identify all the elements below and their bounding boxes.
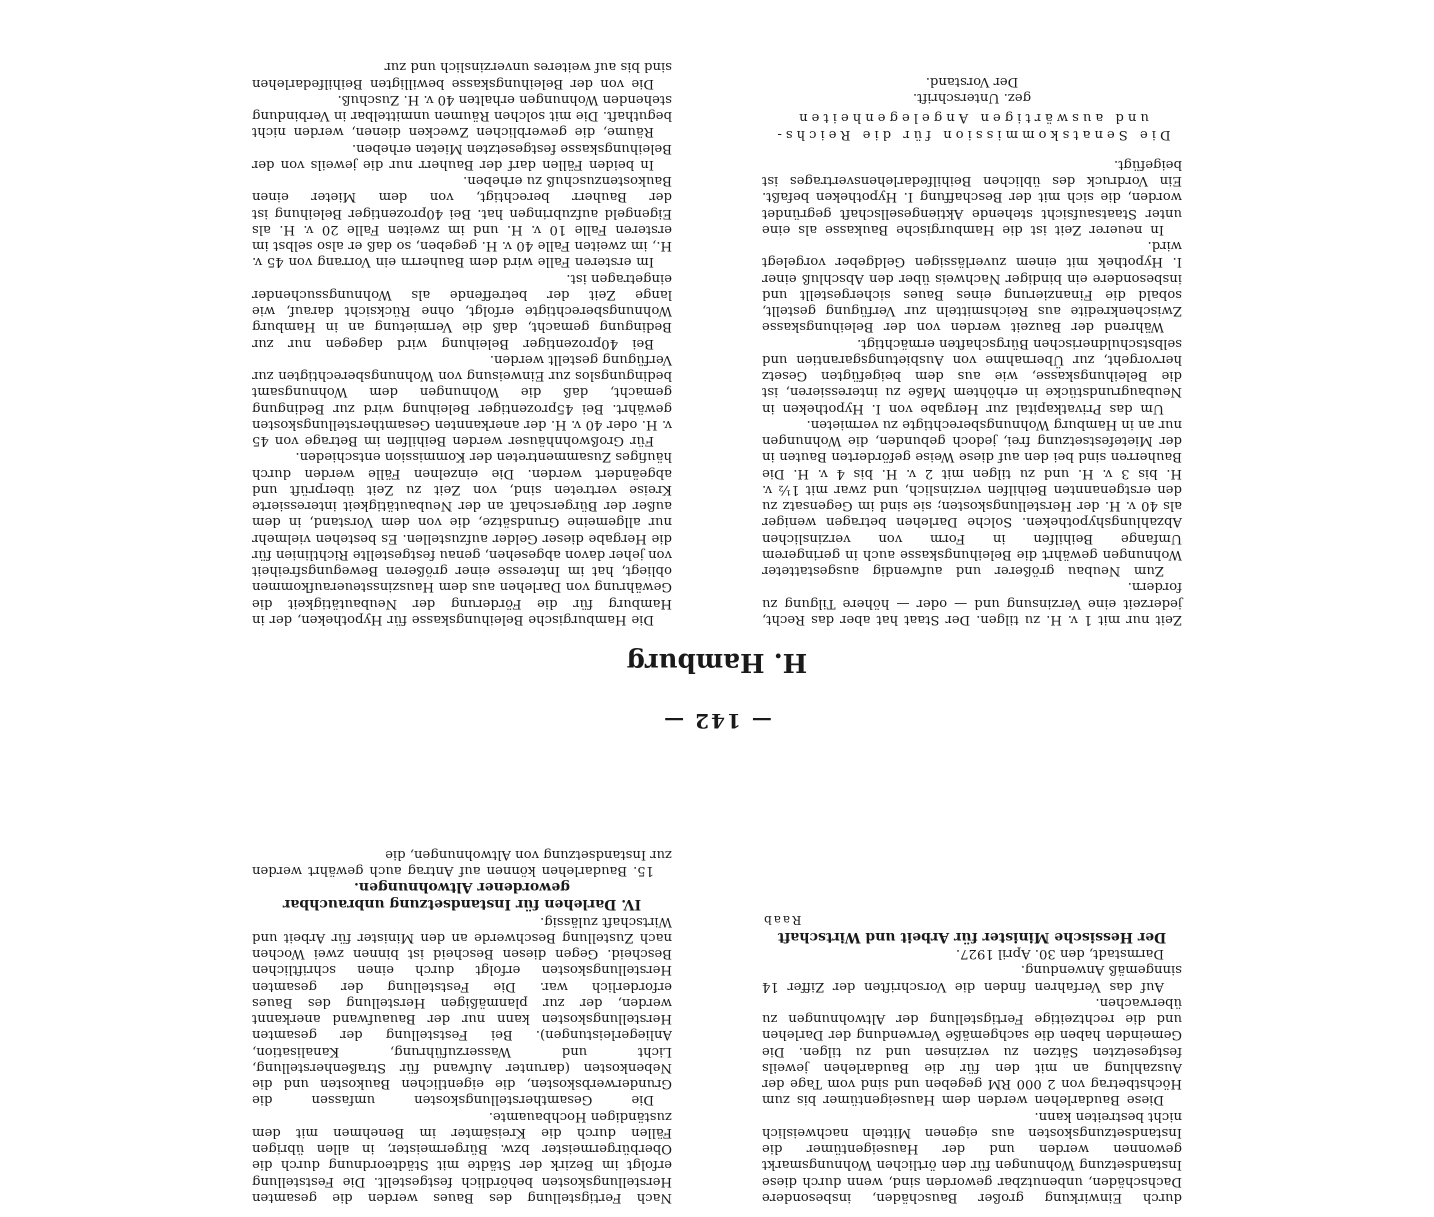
paragraph: Auf das Verfahren finden die Vorschriften der Ziffer 14 sinngemäß Anwendung.: [762, 962, 1182, 994]
document-page: [217, 0, 1217, 1217]
paragraph: Die Hamburgische Beleihungskasse für Hypotheken, der in Hamburg für die Förderung der Neubautätigkeit die Gewährung von Darlehen aus dem Hauszinssteueraufkommen obliegt, hat im Interesse einer größeren Bewegungsfreiheit von jeher davon abgesehen, genau festgestellte Richtlinien für die Hergabe dieser Gelder aufzustellen. Es bestehen vielmehr nur allgemeine Grundsätze, die von dem Vorstand, in dem außer der Bürgerschaft an der Neubautätigkeit interessierte Kreise vertreten sind, von Zeit zu Zeit überprüft und abgeändert werden. Die einzelnen Fälle werden durch häufiges Zusammentreten der Kommission entschieden.: [252, 449, 672, 627]
paragraph: Die von der Beleihungskasse bewilligten Beihilfedarlehen sind bis auf weiteres unverzinslich und zur: [252, 59, 672, 91]
paragraph: Räume, die gewerblichen Zwecken dienen, werden nicht beguthaft. Die mit solchen Räumen unmittelbar in Verbindung stehenden Wohnungen erhalten 40 v. H. Zuschuß.: [252, 92, 672, 140]
paragraph: Diese Baudarlehen werden dem Hauseigentümer bis zum Höchstbetrag von 2 000 RM gegeben und sind vom Tage der Auszahlung an mit den für die Baudarlehen jeweils festgesetzten Sätzen zu verzinsen und zu tilgen. Die Gemeinden haben die sachgemäße Verwendung der Darlehen und die rechtzeitige Fertigstellung der Altwohnungen zu überwachen.: [762, 995, 1182, 1108]
closing-signature: gez. Unterschrift.: [912, 90, 1032, 106]
paragraph: Nach Fertigstellung des Baues werden die gesamten Herstellungskosten behördlich festgestellt. Die Feststellung erfolgt im Bezirk der Städte mit Städteordnung durch die Oberbürgermeister bzw. Bürgermeister, in allen übrigen Fällen durch die Kreisämter im Benehmen mit dem zuständigen Hochbauamte.: [252, 1108, 672, 1205]
paragraph: Bei 40prozentiger Beleihung wird dagegen nur zur Bedingung gemacht, daß die Vermietung an in Hamburg Wohnungsberechtigte erfolgt, ohne Rücksicht darauf, wie lange Zeit der betreffende als Wohnungssuchender eingetragen ist.: [252, 270, 672, 351]
paragraph: Während der Bauzeit werden von der Beleihungskasse Zwischenkredite aus Reichsmitteln zur Verfügung gestellt, sobald die Finanzierung eines Baues sichergestellt und insbesondere ein bindiger Nachweis über den Abschluß einer I. Hypothek mit einem zuverlässigen Geldgeber vorgelegt wird.: [762, 238, 1182, 335]
paragraph: Für Großwohnhäuser werden Beihilfen im Betrage von 45 v. H. oder 40 v. H. der anerkannten Gesamtherstellungskosten gewährt. Bei 45prozentiger Beleihung wird zur Bedingung gemacht, daß die Wohnungen dem Wohnungsamt bedingungslos zur Einweisung von Wohnungsberechtigten zur Verfügung gestellt werden.: [252, 352, 672, 449]
paragraph: durch Einwirkung großer Bauschäden, insbesondere Dachschäden, unbenutzbar geworden sind, wenn durch diese Instandsetzung Wohnungen für den örtlichen Wohnungsmarkt gewonnen werden und der Hauseigentümer die Instandsetzungskosten aus eigenen Mitteln nachweislich nicht bestreiten kann.: [762, 1108, 1182, 1205]
closing-organization: Die Senatskommission für die Reichs- und auswärtigen Angelegenheiten: [773, 110, 1171, 142]
lower-right-column: [252, 0, 672, 627]
upper-right-column: [252, 745, 672, 1205]
hamburg-heading: H. Hamburg: [626, 647, 808, 677]
lower-left-column: [762, 0, 1182, 627]
paragraph: Um das Privatkapital zur Hergabe von I. Hypotheken in Neubaugrundstücke in erhöhtem Maße zu interessieren, ist die Beleihungskasse, wie aus dem beigefügten Gesetz hervorgeht, zur Übernahme von Ausbietungsgarantien und selbstschuldnerischen Bürgschaften ermächtigt.: [762, 335, 1182, 416]
section-heading: IV. Darlehen für Instandsetzung unbrauchbar gewordener Altwohnungen.: [282, 879, 642, 913]
paragraph: Die Gesamtherstellungskosten umfassen die Grunderwerbskosten, die eigentlichen Baukosten und die Nebenkosten (darunter Aufwand für Straßenherstellung, Licht und Wasserzuführung, Kanalisation, Anliegerleistungen). Bei Feststellung der gesamten Herstellungskosten kann nur der Bauaufwand anerkannt werden, der zur planmäßigen Herstellung des Baues erforderlich war. Die Feststellung der gesamten Herstellungskosten erfolgt durch einen schriftlichen Bescheid. Gegen diesen Bescheid ist binnen zwei Wochen nach Zustellung Beschwerde an den Minister für Arbeit und Wirtschaft zulässig.: [252, 913, 672, 1108]
authority-line: Der Hessische Minister für Arbeit und Wirtschaft: [777, 929, 1167, 945]
page-number: — 142 —: [662, 709, 772, 733]
date-line: Darmstadt, den 30. April 1927.: [955, 946, 1164, 962]
signature: Raab: [762, 913, 802, 927]
paragraph: 15. Baudarlehen können auf Antrag auch gewährt werden zur Instandsetzung von Altwohnungen, die: [252, 847, 672, 879]
closing-board: Der Vorstand.: [925, 74, 1019, 89]
paragraph: Im ersteren Falle wird dem Bauherrn ein Vorrang von 45 v. H., im zweiten Falle 40 v. H. gegeben, so daß er also selbst im ersteren Falle 10 v. H. und im zweiten Falle 20 v. H. als Eigengeld aufzubringen hat. Bei 40prozentiger Beleihung ist der Bauherr berechtigt, von dem Mieter einen Baukostenzuschuß zu erheben.: [252, 173, 672, 270]
upper-left-column: [762, 745, 1182, 1205]
paragraph: Zeit nur mit 1 v. H. zu tilgen. Der Staat hat aber das Recht, jederzeit eine Verzinsung und — oder — höhere Tilgung zu fordern.: [762, 579, 1182, 627]
paragraph: Zum Neubau größerer und aufwendig ausgestatteter Wohnungen gewährt die Beleihungskasse auch in geringerem Umfange Beihilfen in Form von verzinslichen Abzahlungshypotheken. Solche Darlehen betragen weniger als 40 v. H. der Herstellungskosten; sie sind im Gegensatz zu den erstgenannten Beihilfen verzinslich, und zwar mit 1½ v. H. bis 3 v. H. und zu tilgen mit 2 v. H. bis 4 v. H. Die Bauherren sind bei den auf diese Weise geförderten Bauten in der Mietefestsetzung frei, jedoch gebunden, die Wohnungen nur an in Hamburg Wohnungsberechtigte zu vermieten.: [762, 417, 1182, 579]
paragraph: In beiden Fällen darf der Bauherr nur die jeweils von der Beleihungskasse festgesetzten Mieten erheben.: [252, 140, 672, 172]
paragraph: In neuerer Zeit ist die Hamburgische Baukasse als eine unter Staatsaufsicht stehende Aktiengesellschaft gegründet worden, die sich mit der Beschaffung I. Hypotheken befaßt. Ein Vordruck des üblichen Beihilfedarlehensvertrages ist beigefügt.: [762, 157, 1182, 237]
